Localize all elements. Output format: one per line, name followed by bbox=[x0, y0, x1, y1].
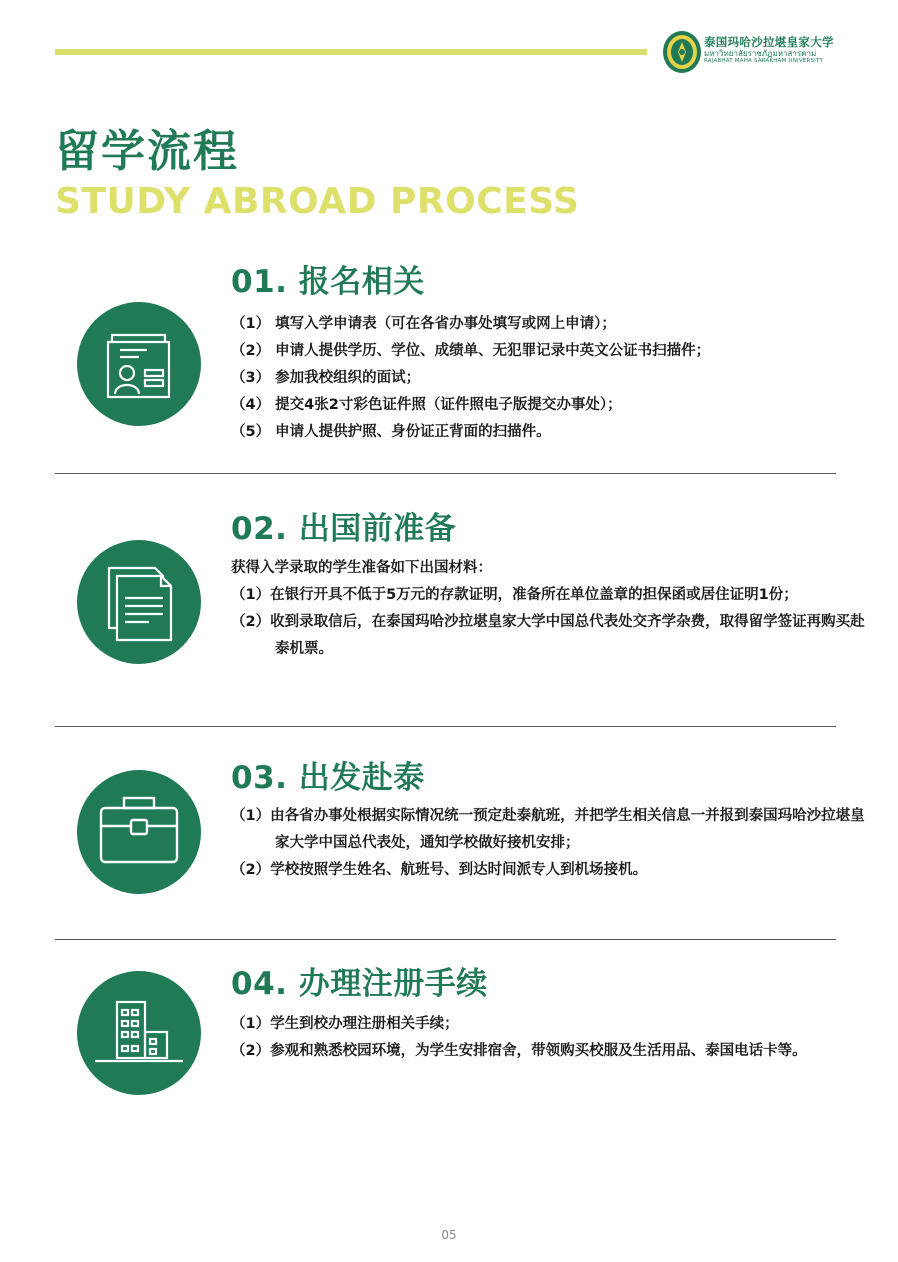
list-item: （2）学校按照学生姓名、航班号、到达时间派专人到机场接机。 bbox=[231, 862, 648, 878]
section-2-icon-circle bbox=[77, 540, 201, 664]
section-3-items bbox=[231, 803, 865, 884]
page-title-cn: 留学流程 bbox=[55, 126, 239, 177]
page-number: 05 bbox=[441, 1228, 457, 1242]
section-divider bbox=[55, 726, 836, 727]
section-divider bbox=[55, 473, 836, 474]
header-accent-bar bbox=[55, 49, 647, 55]
section-2-title: 02. 出国前准备 bbox=[231, 511, 457, 547]
university-name-th: มหาวิทยาลัยราชภัฏมหาสารคาม bbox=[704, 49, 817, 58]
university-name-en: RAJABHAT MAHA SARAKHAM UNIVERSITY bbox=[704, 58, 824, 64]
section-1-title: 01. 报名相关 bbox=[231, 264, 425, 300]
university-seal-icon bbox=[662, 30, 702, 74]
list-item: （2）参观和熟悉校园环境，为学生安排宿舍，带领购买校服及生活用品、泰国电话卡等。 bbox=[231, 1043, 807, 1059]
list-item: （1）学生到校办理注册相关手续； bbox=[231, 1016, 459, 1032]
section-4-title: 04. 办理注册手续 bbox=[231, 966, 488, 1002]
document-icon bbox=[77, 540, 201, 664]
section-2-intro: 获得入学录取的学生准备如下出国材料： bbox=[231, 560, 492, 576]
section-divider bbox=[55, 939, 836, 940]
list-item: （1）由各省办事处根据实际情况统一预定赴泰航班，并把学生相关信息一并报到泰国玛哈沙拉堪皇家大学中国总代表处，通知学校做好接机安排； bbox=[231, 808, 865, 851]
section-3-icon-circle bbox=[77, 770, 201, 894]
university-name-cn: 泰国玛哈沙拉堪皇家大学 bbox=[704, 35, 834, 49]
building-icon bbox=[77, 971, 201, 1095]
list-item: （1）在银行开具不低于5万元的存款证明，准备所在单位盖章的担保函或居住证明1份； bbox=[231, 587, 798, 603]
section-2-items bbox=[231, 555, 865, 663]
list-item: （3） 参加我校组织的面试； bbox=[231, 370, 421, 386]
section-3-title: 03. 出发赴泰 bbox=[231, 760, 425, 796]
list-item: （2）收到录取信后，在泰国玛哈沙拉堪皇家大学中国总代表处交齐学杂费，取得留学签证再购买赴泰机票。 bbox=[231, 614, 865, 657]
section-1-icon-circle bbox=[77, 302, 201, 426]
section-1-items bbox=[231, 311, 831, 446]
section-4-icon-circle bbox=[77, 971, 201, 1095]
list-item: （4） 提交4张2寸彩色证件照（证件照电子版提交办事处）； bbox=[231, 397, 622, 413]
list-item: （5） 申请人提供护照、身份证正背面的扫描件。 bbox=[231, 424, 551, 440]
list-item: （2） 申请人提供学历、学位、成绩单、无犯罪记录中英文公证书扫描件； bbox=[231, 343, 711, 359]
briefcase-icon bbox=[77, 770, 201, 894]
list-item: （1） 填写入学申请表（可在各省办事处填写或网上申请）； bbox=[231, 316, 616, 332]
page-title-en: STUDY ABROAD PROCESS bbox=[55, 181, 580, 222]
section-4-items bbox=[231, 1011, 831, 1065]
university-name bbox=[704, 36, 874, 65]
id-card-icon bbox=[77, 302, 201, 426]
